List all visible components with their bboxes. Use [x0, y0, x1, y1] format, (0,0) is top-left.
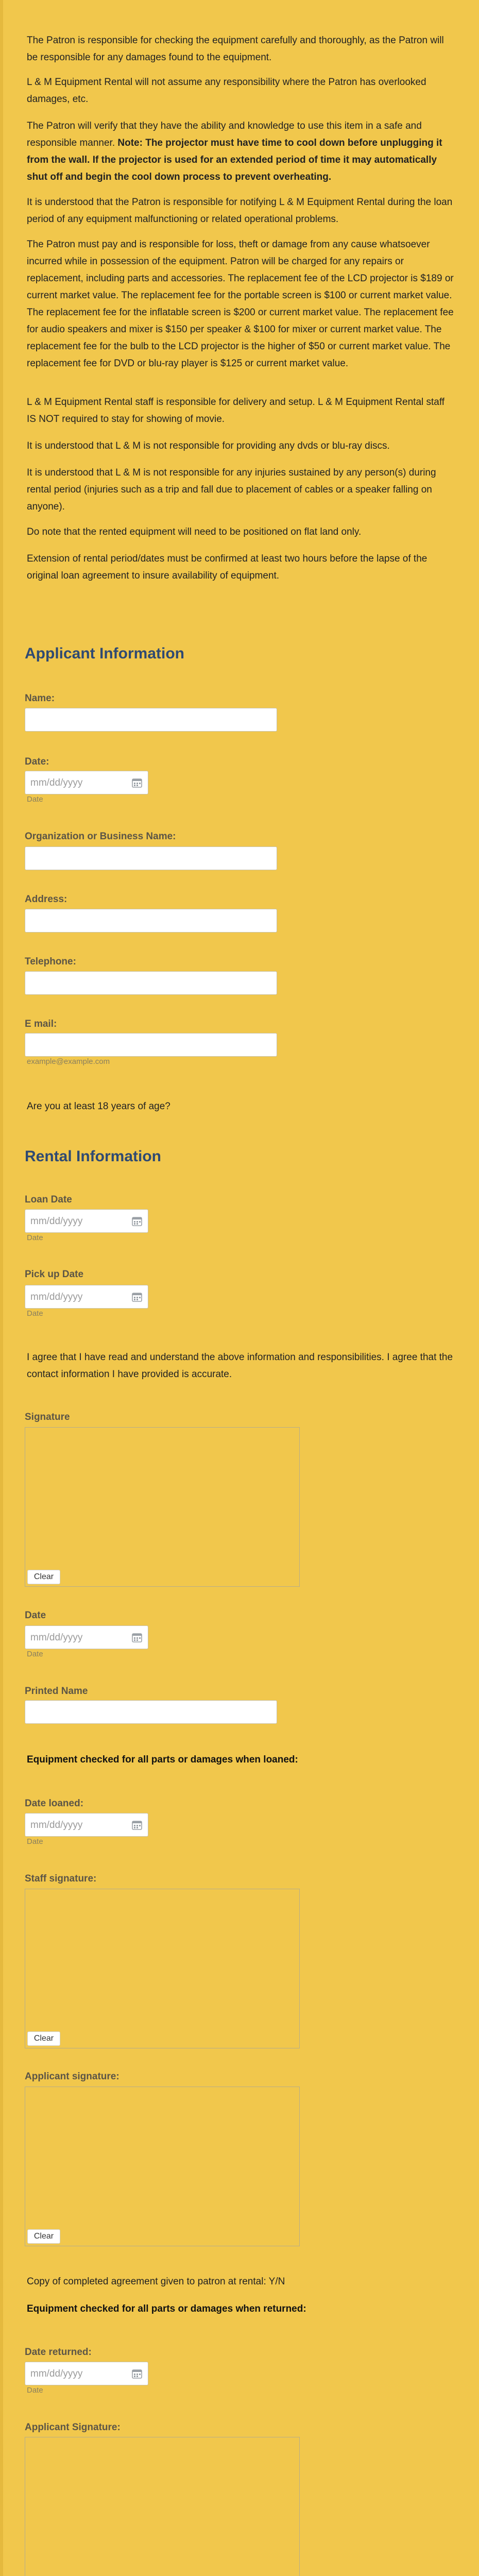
calendar-icon[interactable]: [131, 2368, 143, 2379]
verify-text: The Patron will verify that they have the ability and knowledge to use this item in a safe and responsible manner.: [27, 121, 422, 148]
calendar-icon[interactable]: [131, 1215, 143, 1227]
date-input[interactable]: [25, 771, 148, 794]
signature-date-input[interactable]: [25, 1625, 148, 1649]
form-edge: [0, 0, 3, 2576]
date-loaned-label: Date loaned:: [25, 1798, 84, 1809]
date-placeholder: mm/dd/yyyy: [30, 2368, 83, 2379]
date-sublabel: Date: [27, 1837, 43, 1846]
term-paragraph: It is understood that L & M is not responsible for any injuries sustained by any person(s) during rental period (injuries such as a trip and fall due to placement of cables or a speaker falling on anyone).: [27, 467, 436, 512]
date-returned-input[interactable]: [25, 2362, 148, 2385]
pickup-date-input[interactable]: [25, 1285, 148, 1309]
applicant-signature-pad[interactable]: [25, 2087, 300, 2246]
printed-name-input[interactable]: [25, 1700, 277, 1724]
term-paragraph: L & M Equipment Rental will not assume any responsibility where the Patron has overlooked damages, etc.: [27, 77, 426, 105]
signature-pad[interactable]: [25, 1427, 300, 1587]
clear-button[interactable]: Clear: [27, 2229, 60, 2244]
applicant-signature-label: Applicant signature:: [25, 2071, 119, 2082]
date-sublabel: Date: [27, 2386, 43, 2395]
loan-date-input[interactable]: [25, 1209, 148, 1233]
applicant-heading: Applicant Information: [25, 645, 184, 662]
verify-note: Note: The projector must have time to cool down before unplugging it from the wall. If the projector is used for an extended period of time it may automatically shut off and begin the cool down process to prevent overheating.: [27, 138, 442, 182]
applicant-signature2-label: Applicant Signature:: [25, 2422, 121, 2433]
clear-button[interactable]: Clear: [27, 1570, 60, 1584]
checked-returned-text: Equipment checked for all parts or damages when returned:: [27, 2303, 306, 2314]
telephone-label: Telephone:: [25, 956, 76, 967]
date-returned-label: Date returned:: [25, 2347, 92, 2358]
date-placeholder: mm/dd/yyyy: [30, 1292, 83, 1302]
date-placeholder: mm/dd/yyyy: [30, 1632, 83, 1643]
date-sublabel: Date: [27, 1233, 43, 1242]
term-paragraph: It is understood that the Patron is responsible for notifying L & M Equipment Rental during the loan period of any equipment malfunctioning or related operational problems.: [27, 197, 453, 225]
email-input[interactable]: [25, 1033, 277, 1057]
calendar-icon[interactable]: [131, 1819, 143, 1831]
calendar-icon[interactable]: [131, 777, 143, 788]
organization-input[interactable]: [25, 846, 277, 870]
verify-paragraph: [27, 117, 454, 185]
clear-button[interactable]: Clear: [27, 2031, 60, 2046]
term-paragraph: L & M Equipment Rental staff is responsible for delivery and setup. L & M Equipment Rental staff IS NOT required to stay for showing of movie.: [27, 397, 445, 425]
date-placeholder: mm/dd/yyyy: [30, 1820, 83, 1831]
age-question: Are you at least 18 years of age?: [27, 1101, 170, 1112]
loan-date-label: Loan Date: [25, 1194, 72, 1205]
pickup-date-label: Pick up Date: [25, 1269, 84, 1280]
address-label: Address:: [25, 894, 67, 905]
telephone-input[interactable]: [25, 971, 277, 995]
agreement-text: I agree that I have read and understand the above information and responsibilities. I agree that the contact information I have provided is accurate.: [27, 1352, 453, 1380]
date-sublabel: Date: [27, 1309, 43, 1318]
date-sublabel: Date: [27, 795, 43, 804]
date-loaned-input[interactable]: [25, 1813, 148, 1837]
date-placeholder: mm/dd/yyyy: [30, 777, 83, 788]
term-paragraph: The Patron must pay and is responsible for loss, theft or damage from any cause whatsoever incurred while in possession of the equipment. Patron will be charged for any repairs or replacement, including parts and accessories. The replacement fee of the LCD projector is $189 or current market value. The replacement fee for the portable screen is $100 or current market value. The replacement fee for the inflatable screen is $200 or current market value. The replacement fee for audio speakers and mixer is $150 per speaker & $100 for mixer or current market value. The replacement fee for the bulb to the LCD projector is the higher of $50 or current market value. The replacement fee for DVD or blu-ray player is $125 or current market value.: [27, 239, 454, 369]
term-paragraph: The Patron is responsible for checking the equipment carefully and thoroughly, as the Patron will be responsible for any damages found to the equipment.: [27, 35, 444, 63]
copy-agreement-text: Copy of completed agreement given to patron at rental: Y/N: [27, 2276, 285, 2287]
applicant-signature2-pad[interactable]: [25, 2437, 300, 2576]
organization-label: Organization or Business Name:: [25, 831, 176, 842]
date-label: Date: [25, 1610, 46, 1621]
date-label: Date:: [25, 756, 49, 767]
term-paragraph: Do note that the rented equipment will need to be positioned on flat land only.: [27, 527, 362, 537]
name-label: Name:: [25, 693, 55, 704]
term-paragraph: It is understood that L & M is not responsible for providing any dvds or blu-ray discs.: [27, 440, 390, 451]
address-input[interactable]: [25, 909, 277, 933]
name-input[interactable]: [25, 708, 277, 732]
calendar-icon[interactable]: [131, 1632, 143, 1643]
calendar-icon[interactable]: [131, 1291, 143, 1302]
staff-signature-pad[interactable]: [25, 1889, 300, 2048]
signature-label: Signature: [25, 1412, 70, 1422]
email-sublabel: example@example.com: [27, 1057, 110, 1066]
email-label: E mail:: [25, 1019, 57, 1029]
rental-heading: Rental Information: [25, 1148, 162, 1165]
printed-name-label: Printed Name: [25, 1686, 88, 1697]
date-sublabel: Date: [27, 1650, 43, 1658]
staff-signature-label: Staff signature:: [25, 1873, 97, 1884]
checked-loaned-text: Equipment checked for all parts or damages when loaned:: [27, 1754, 298, 1765]
term-paragraph: Extension of rental period/dates must be confirmed at least two hours before the lapse of the original loan agreement to insure availability of equipment.: [27, 553, 427, 581]
date-placeholder: mm/dd/yyyy: [30, 1216, 83, 1227]
